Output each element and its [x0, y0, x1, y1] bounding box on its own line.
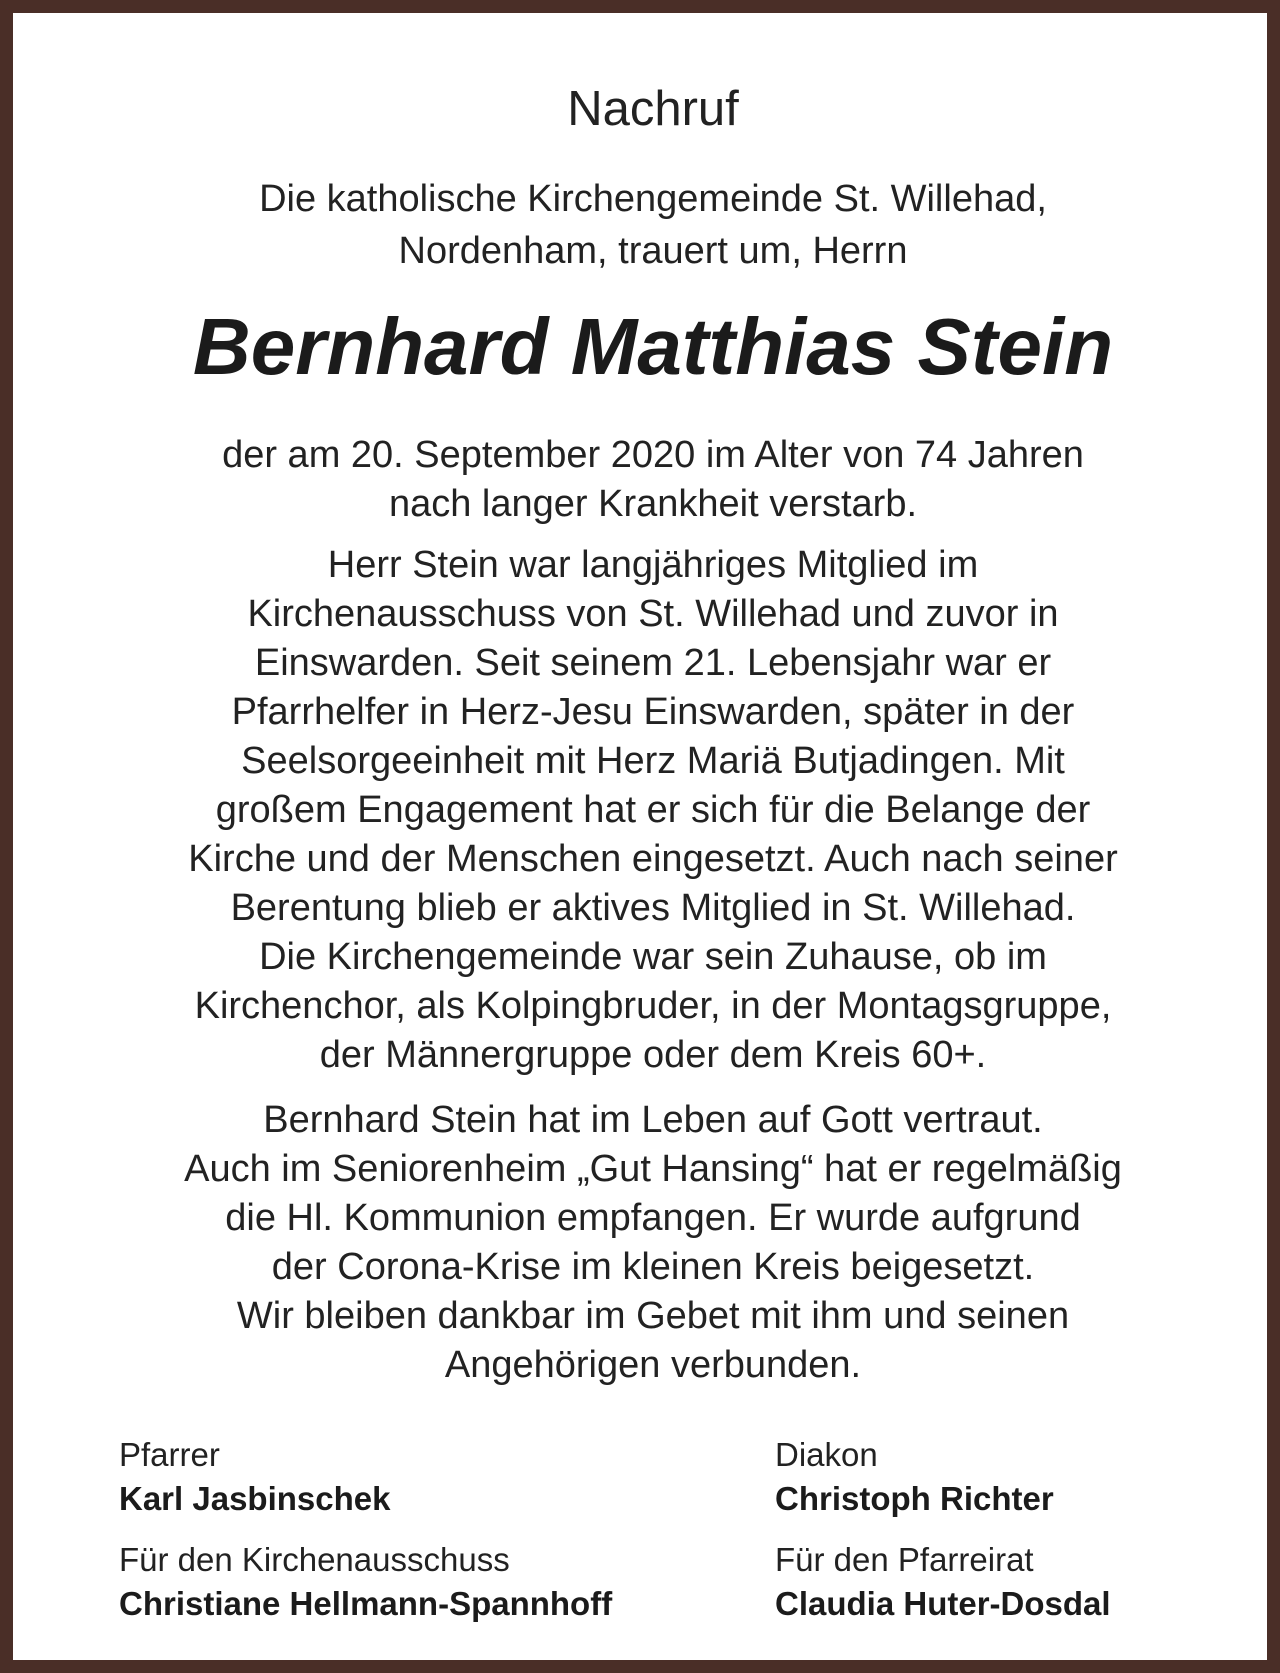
signature-role: Für den Pfarreirat [775, 1541, 1034, 1578]
paragraph-line: Auch im Seniorenheim „Gut Hansing“ hat er regelmäßig [184, 1148, 1122, 1190]
paragraph-line: Herr Stein war langjähriges Mitglied im [327, 544, 979, 586]
death-notice-paragraph [13, 431, 1280, 529]
paragraph-line: Bernhard Stein hat im Leben auf Gott vertraut. [263, 1099, 1043, 1141]
paragraph-line: der Männergruppe oder dem Kreis 60+. [319, 1034, 987, 1076]
intro-line: Nordenham, trauert um, Herrn [398, 230, 908, 272]
paragraph-line: Berentung blieb er aktives Mitglied in St. Willehad. [230, 887, 1076, 929]
paragraph-line: nach langer Krankheit verstarb. [388, 483, 918, 525]
paragraph-line: großem Engagement hat er sich für die Belange der [215, 789, 1091, 831]
biography-paragraph [13, 541, 1280, 1080]
paragraph-line: Seelsorgeeinheit mit Herz Mariä Butjadingen. Mit [241, 740, 1065, 782]
signature-church-committee [119, 1538, 612, 1626]
obituary-title: Nachruf [567, 82, 739, 136]
paragraph-line: der am 20. September 2020 im Alter von 74 Jahren [222, 434, 1084, 476]
paragraph-line: Kirchenausschuss von St. Willehad und zuvor in [247, 593, 1059, 635]
faith-paragraph [13, 1096, 1280, 1390]
paragraph-line: Kirche und der Menschen eingesetzt. Auch nach seiner [188, 838, 1118, 880]
paragraph-line: Pfarrhelfer in Herz-Jesu Einswarden, später in der [231, 691, 1075, 733]
signature-parish-council [775, 1538, 1111, 1626]
signature-role: Für den Kirchenausschuss [119, 1541, 510, 1578]
signature-role: Pfarrer [119, 1436, 220, 1473]
signature-name: Christoph Richter [775, 1480, 1054, 1517]
signature-name: Karl Jasbinschek [119, 1480, 391, 1517]
signature-name: Christiane Hellmann-Spannhoff [119, 1585, 613, 1622]
intro-text [13, 173, 1280, 277]
paragraph-line: Kirchenchor, als Kolpingbruder, in der Montagsgruppe, [194, 985, 1112, 1027]
paragraph-line: der Corona-Krise im kleinen Kreis beigesetzt. [271, 1246, 1035, 1288]
paragraph-line: Angehörigen verbunden. [444, 1344, 862, 1386]
signature-deacon [775, 1433, 1054, 1521]
intro-line: Die katholische Kirchengemeinde St. Willehad, [259, 178, 1047, 220]
paragraph-line: Einswarden. Seit seinem 21. Lebensjahr war er [254, 642, 1052, 684]
paragraph-line: die Hl. Kommunion empfangen. Er wurde aufgrund [225, 1197, 1081, 1239]
paragraph-line: Die Kirchengemeinde war sein Zuhause, ob im [259, 936, 1047, 978]
signature-pastor [119, 1433, 390, 1521]
signature-role: Diakon [775, 1436, 878, 1473]
deceased-name: Bernhard Matthias Stein [192, 302, 1114, 391]
signature-name: Claudia Huter-Dosdal [775, 1585, 1111, 1622]
paragraph-line: Wir bleiben dankbar im Gebet mit ihm und seinen [236, 1295, 1070, 1337]
